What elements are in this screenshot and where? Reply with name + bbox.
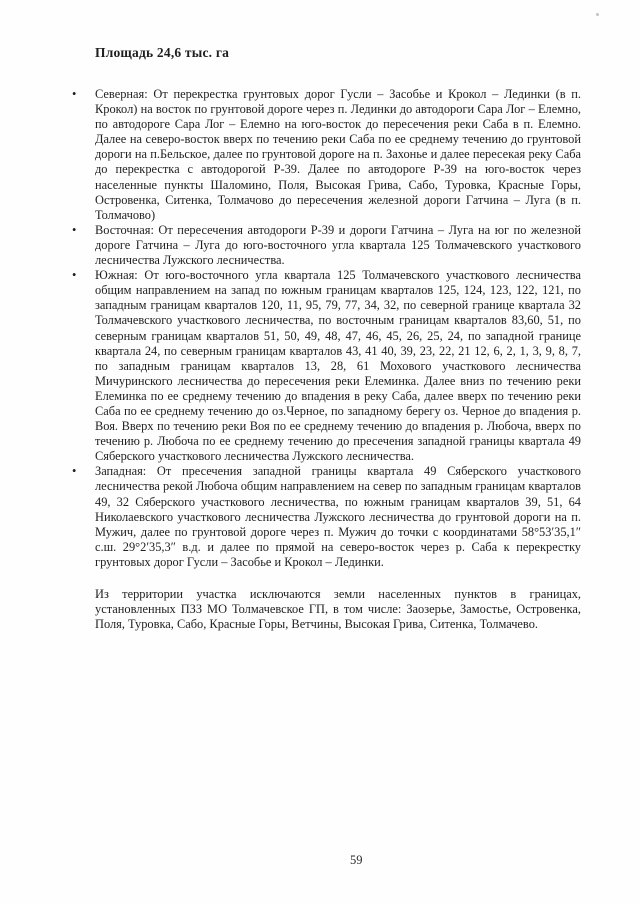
page-content — [95, 45, 581, 632]
area-heading: Площадь 24,6 тыс. га — [95, 45, 230, 60]
exclusions-paragraph: Из территории участка исключаются земли населенных пунктов в границах, установленных ПЗЗ МО Толмачевское ГП, в том числе: Заозерье, Замостье, Островенка, Поля, Туровка, Сабо, Красные Горы, Ветчины, Высокая Грива, Ситенка, Толмачево. — [95, 587, 581, 632]
boundary-item-east: • Восточная: От пересечения автодороги Р-39 и дороги Гатчина – Луга на юг по железной дороге Гатчина – Луга до юго-восточного угла квартала 125 Толмачевского участкового лесничества Лужского лесничества. — [95, 223, 581, 268]
boundary-item-north: • Северная: От перекрестка грунтовых дорог Гусли – Засобье и Крокол – Лединки (в п. Крокол) на восток по грунтовой дороге через п. Лединки до автодороги Сара Лог – Елемно, по автодороге Сара Лог – Елемно на юго-восток до пересечения реки Саба в п. Елемно. Далее на северо-восток вверх по течению реки Саба по ее среднему течению до грунтовой дороги на п.Бельское, далее по грунтовой дороге на п. Захонье и далее пересекая реку Саба до перекрестка с автодорогой Р-39. Далее по автодороге Р-39 на юго-восток через населенные пункты Шаломино, Поля, Высокая Грива, Сабо, Туровка, Красные Горы, Островенка, Ситенка, Толмачово до пересечения железной дороги Гатчина – Луга (в п. Толмачово) — [95, 87, 581, 223]
scan-artifact-speck — [596, 13, 599, 16]
boundary-item-south: • Южная: От юго-восточного угла квартала 125 Толмачевского участкового лесничества общим направлением на запад по южным границам кварталов 125, 124, 123, 122, 121, по западным границам кварталов 120, 11, 95, 79, 77, 34, 32, по северной границе квартала 32 Толмачевского участкового лесничества, по восточным границам кварталов 83,60, 51, по северным границам кварталов 51, 50, 49, 48, 47, 46, 45, 26, 25, 24, по западной границе квартала 24, по северным границам кварталов 43, 41 40, 39, 23, 22, 21 12, 6, 2, 1, 3, 9, 8, 7, по западным границам кварталов 13, 28, 61 Мохового участкового лесничества Мичуринского лесничества до пересечения реки Елеминка. Далее вниз по течению реки Елеминка по ее среднему течению до впадения в реку Саба, далее вверх по течению реки Саба по ее среднему течению до оз.Черное, по западному берегу оз. Черное до впадения р. Воя. Вверх по течению реки Воя по ее среднему течению до впадения р. Любоча, вверх по течению р. Любоча по ее среднему течению до пресечения западной границы квартала 49 Сяберского участкового лесничества Лужского лесничества. — [95, 268, 581, 464]
page-number: 59 — [350, 853, 363, 867]
boundary-list — [95, 87, 581, 570]
boundary-item-west: • Западная: От пресечения западной границы квартала 49 Сяберского участкового лесничества рекой Любоча общим направлением на север по западным границам кварталов 49, 32 Сяберского участкового лесничества, по южным границам кварталов 39, 51, 64 Николаевского участкового лесничества Лужского лесничества до грунтовой дороги на п. Мужич, далее по грунтовой дороге через п. Мужич до точки с координатами 58°53′35,1″ с.ш. 29°2′35,3″ в.д. и далее по прямой на северо-восток через р. Саба к перекрестку грунтовых дорог Гусли – Засобье и Крокол – Лединки. — [95, 464, 581, 570]
